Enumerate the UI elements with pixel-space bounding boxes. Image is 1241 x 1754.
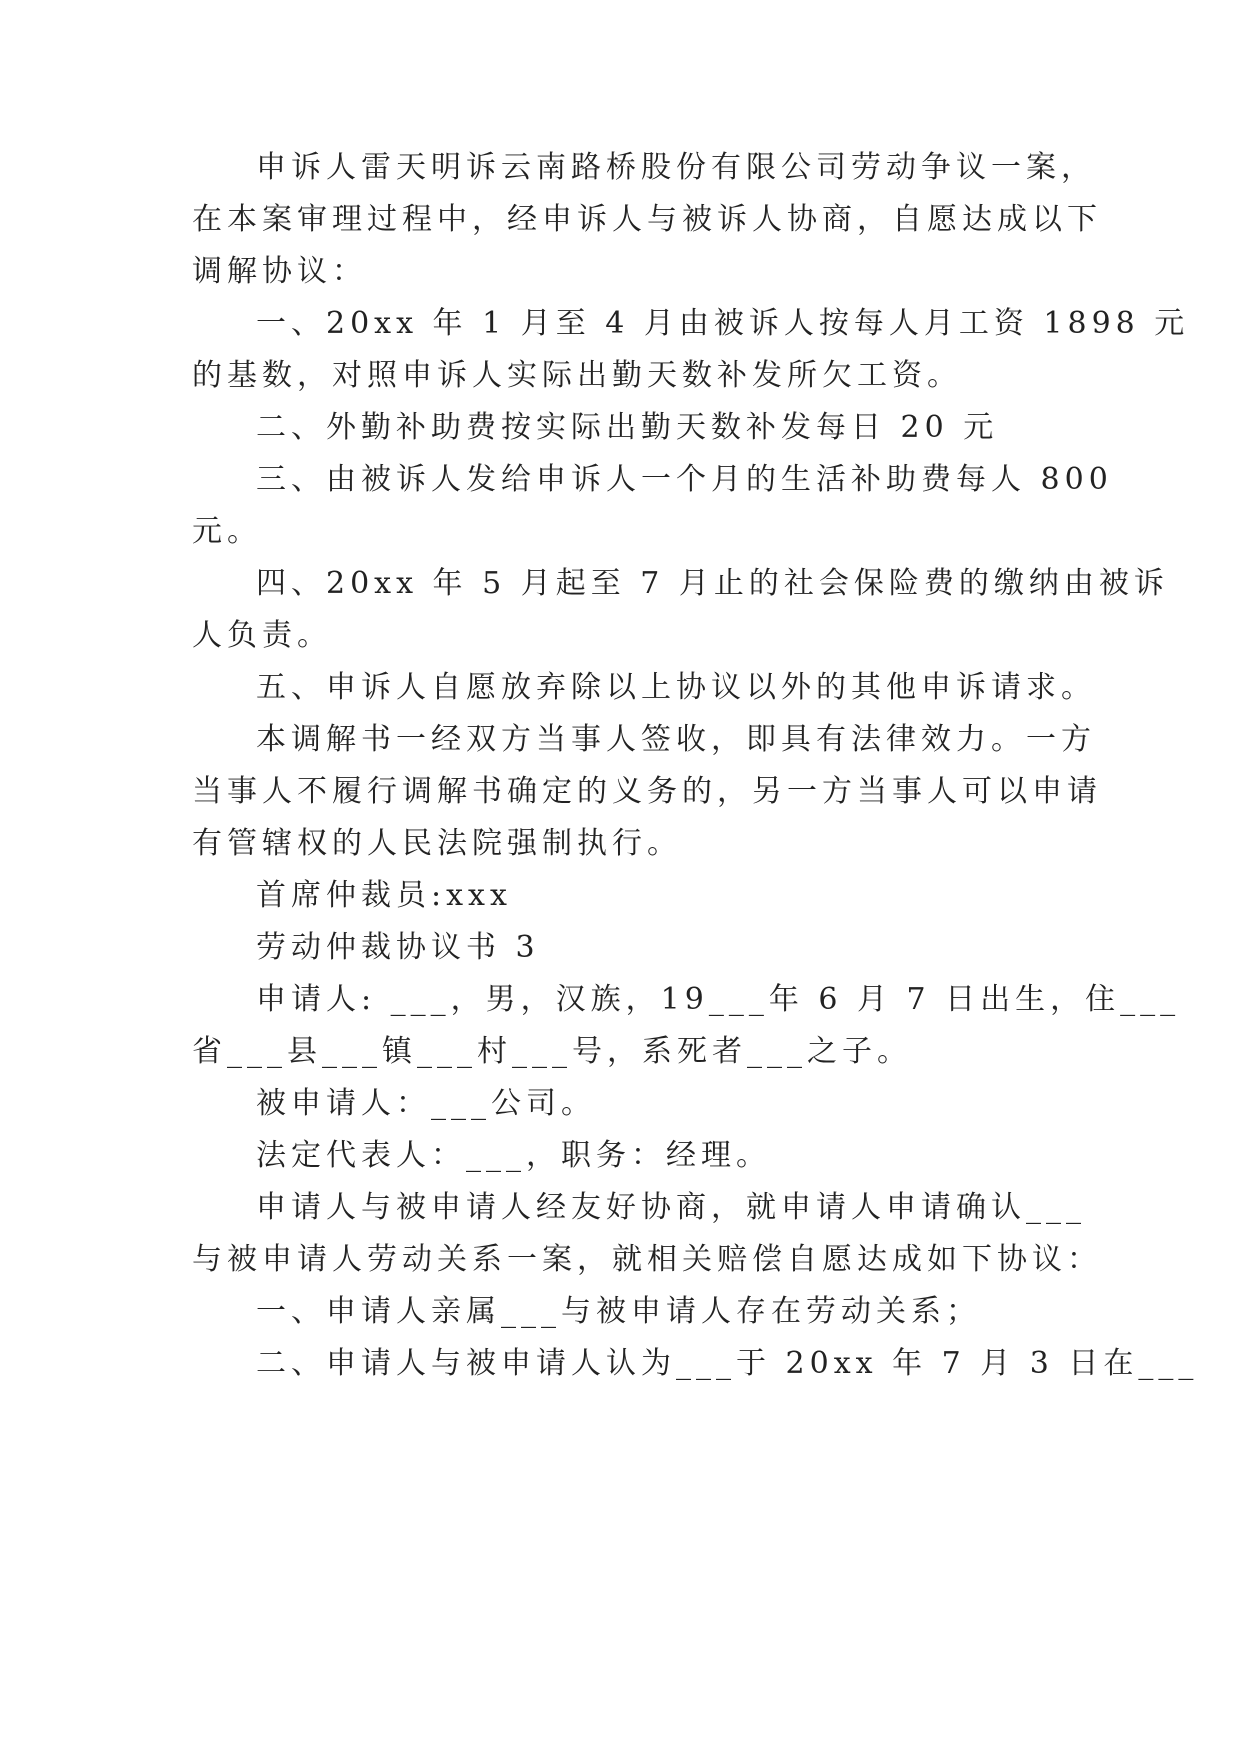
paragraph-line: 与被申请人劳动关系一案，就相关赔偿自愿达成如下协议：	[192, 1242, 1102, 1277]
paragraph-line: 元。	[192, 514, 262, 549]
paragraph-line: 一、20xx 年 1 月至 4 月由被诉人按每人月工资 1898 元	[256, 306, 1190, 341]
paragraph-line: 申诉人雷天明诉云南路桥股份有限公司劳动争议一案，	[256, 150, 1096, 185]
paragraph-line: 一、申请人亲属___与被申请人存在劳动关系；	[256, 1294, 981, 1329]
paragraph-line: 二、外勤补助费按实际出勤天数补发每日 20 元	[256, 410, 999, 445]
paragraph-line: 五、申诉人自愿放弃除以上协议以外的其他申诉请求。	[256, 670, 1096, 705]
paragraph-line: 申请人: ___，男，汉族，19___年 6 月 7 日出生，住___	[256, 982, 1181, 1017]
section-title: 劳动仲裁协议书 3	[256, 930, 540, 965]
paragraph-line: 二、申请人与被申请人认为___于 20xx 年 7 月 3 日在___	[256, 1346, 1199, 1381]
paragraph-line: 人负责。	[192, 618, 332, 653]
paragraph-line: 的基数，对照申诉人实际出勤天数补发所欠工资。	[192, 358, 962, 393]
paragraph-line: 本调解书一经双方当事人签收，即具有法律效力。一方	[256, 722, 1096, 757]
paragraph-line: 省___县___镇___村___号，系死者___之子。	[192, 1034, 912, 1069]
paragraph-line: 申请人与被申请人经友好协商，就申请人申请确认___	[256, 1190, 1086, 1225]
paragraph-line: 调解协议：	[192, 254, 367, 289]
paragraph-line: 被申请人：___公司。	[256, 1086, 596, 1121]
paragraph-line: 在本案审理过程中，经申诉人与被诉人协商，自愿达成以下	[192, 202, 1102, 237]
signature-line: 首席仲裁员:xxx	[256, 878, 512, 913]
paragraph-line: 当事人不履行调解书确定的义务的，另一方当事人可以申请	[192, 774, 1102, 809]
paragraph-line: 有管辖权的人民法院强制执行。	[192, 826, 682, 861]
paragraph-line: 法定代表人：___，职务：经理。	[256, 1138, 771, 1173]
paragraph-line: 四、20xx 年 5 月起至 7 月止的社会保险费的缴纳由被诉	[256, 566, 1169, 601]
paragraph-line: 三、由被诉人发给申诉人一个月的生活补助费每人 800	[256, 462, 1113, 497]
